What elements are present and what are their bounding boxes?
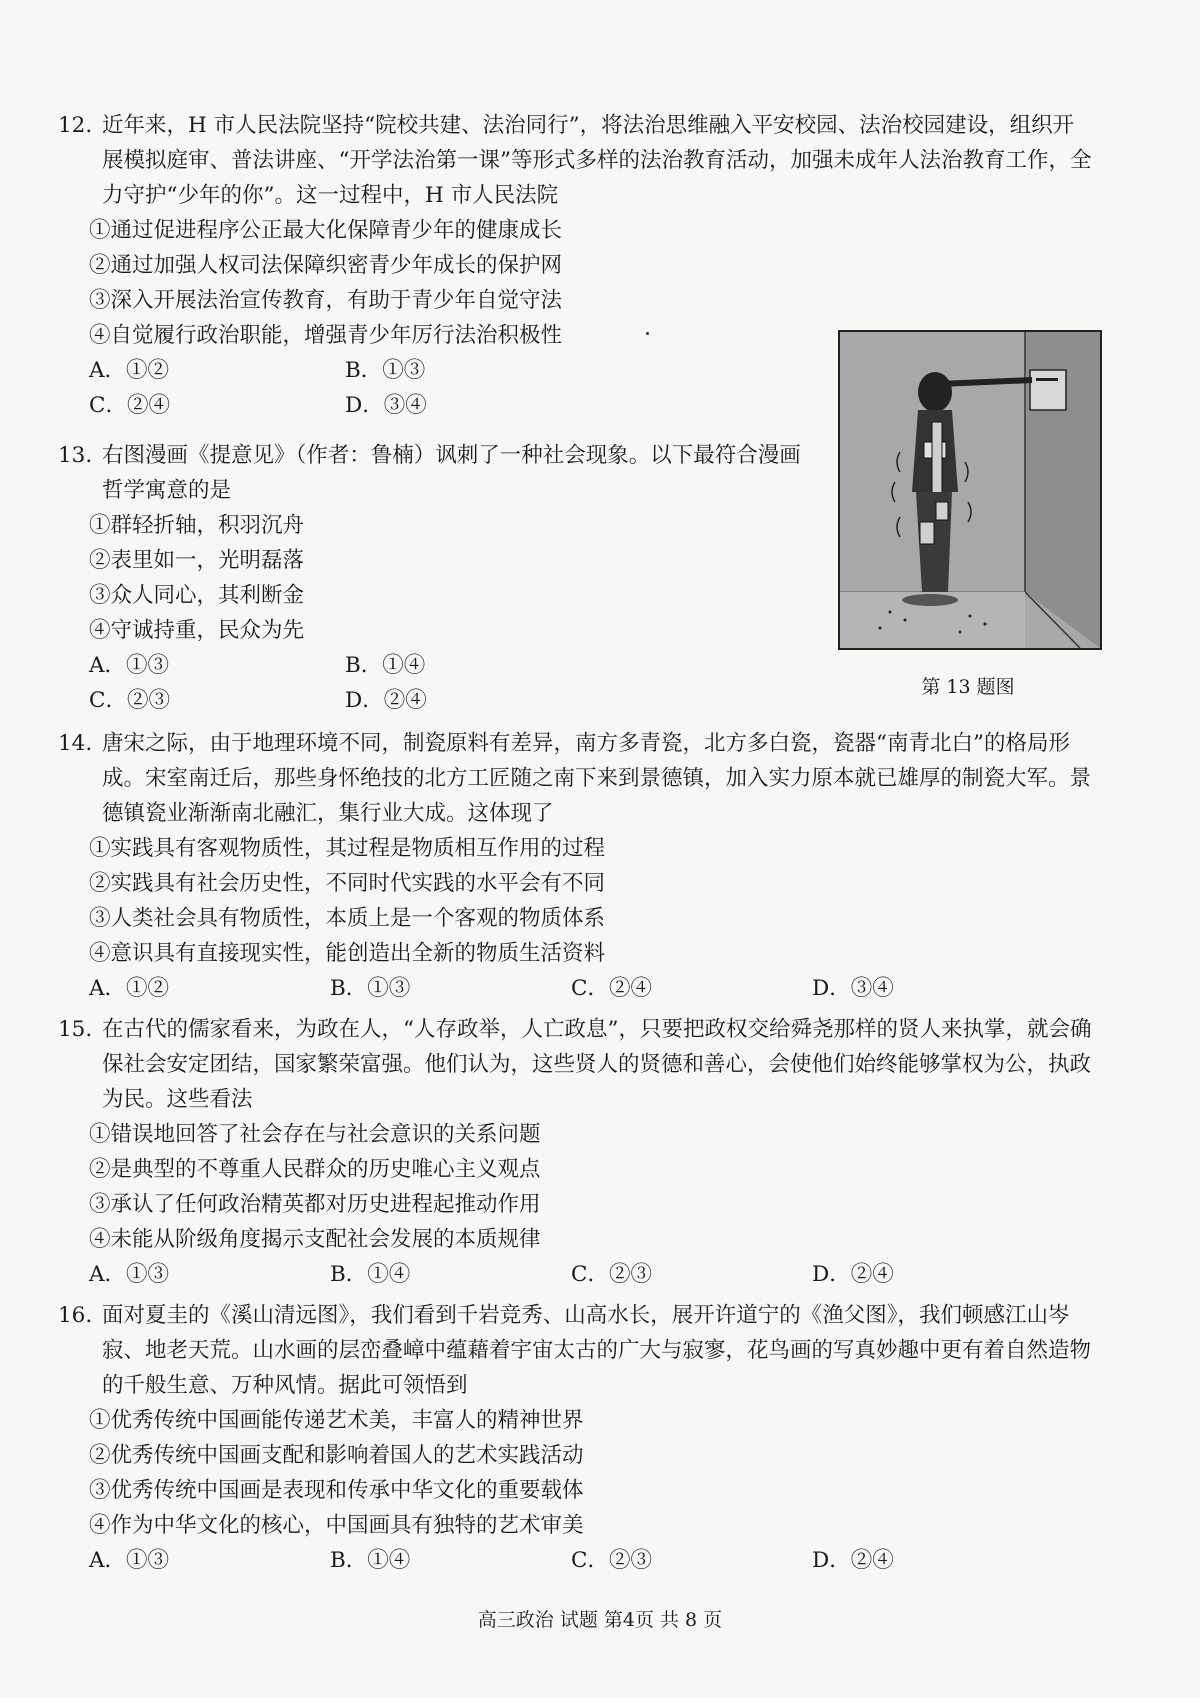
choice-d: D．③④ bbox=[345, 393, 427, 418]
statement-4: ④未能从阶级角度揭示支配社会发展的本质规律 bbox=[89, 1227, 541, 1252]
question-stem: 在古代的儒家看来，为政在人，“人存政举，人亡政息”，只要把政权交给舜尧那样的贤人来执掌，就会确保社会安定团结，国家繁荣富强。他们认为，这些贤人的贤德和善心，会使他们始终能够掌权为公，执政为民。这些看法 bbox=[102, 1017, 1092, 1112]
question-14 bbox=[58, 726, 1093, 1006]
choice-a: A．①② bbox=[89, 358, 170, 383]
statement-3: ③承认了任何政治精英都对历史进程起推动作用 bbox=[89, 1192, 541, 1217]
choice-d: D．②④ bbox=[812, 1548, 894, 1573]
answer-choices bbox=[89, 683, 818, 718]
choice-c: C．②③ bbox=[571, 1548, 652, 1573]
choice-d: D．②④ bbox=[345, 688, 427, 713]
choice-d: D．③④ bbox=[812, 976, 894, 1001]
statement-1: ①通过促进程序公正最大化保障青少年的健康成长 bbox=[89, 218, 563, 243]
choice-d: D．②④ bbox=[812, 1262, 894, 1287]
question-13 bbox=[58, 438, 818, 718]
choice-c: C．②④ bbox=[571, 976, 652, 1001]
question-number: 16. bbox=[58, 1303, 93, 1328]
choice-b: B．①③ bbox=[345, 358, 426, 383]
statement-4: ④守诚持重，民众为先 bbox=[89, 618, 305, 643]
choice-c: C．②④ bbox=[89, 393, 170, 418]
choice-c: C．②③ bbox=[89, 688, 170, 713]
answer-choices bbox=[89, 1257, 1093, 1292]
choice-a: A．①③ bbox=[89, 1262, 170, 1287]
statement-2: ②通过加强人权司法保障织密青少年成长的保护网 bbox=[89, 253, 563, 278]
cartoon-figure bbox=[838, 330, 1102, 650]
choice-b: B．①④ bbox=[330, 1548, 411, 1573]
question-15 bbox=[58, 1012, 1093, 1292]
question-number: 14. bbox=[58, 731, 93, 756]
question-number: 13. bbox=[58, 443, 93, 468]
choice-a: A．①③ bbox=[89, 1548, 170, 1573]
answer-choices bbox=[89, 1543, 1093, 1578]
statement-3: ③优秀传统中国画是表现和传承中华文化的重要载体 bbox=[89, 1478, 584, 1503]
statement-3: ③深入开展法治宣传教育，有助于青少年自觉守法 bbox=[89, 288, 563, 313]
speck bbox=[646, 332, 649, 335]
statement-4: ④意识具有直接现实性，能创造出全新的物质生活资料 bbox=[89, 941, 606, 966]
statement-1: ①错误地回答了社会存在与社会意识的关系问题 bbox=[89, 1122, 541, 1147]
figure-caption: 第 13 题图 bbox=[921, 676, 1015, 698]
statement-1: ①实践具有客观物质性，其过程是物质相互作用的过程 bbox=[89, 836, 606, 861]
question-stem: 近年来，H 市人民法院坚持“院校共建、法治同行”，将法治思维融入平安校园、法治校园建设，组织开展模拟庭审、普法讲座、“开学法治第一课”等形式多样的法治教育活动，加强未成年人法治教育工作，全力守护“少年的你”。这一过程中，H 市人民法院 bbox=[102, 113, 1092, 208]
statement-2: ②表里如一，光明磊落 bbox=[89, 548, 305, 573]
statement-4: ④自觉履行政治职能，增强青少年厉行法治积极性 bbox=[89, 323, 563, 348]
question-stem: 面对夏圭的《溪山清远图》，我们看到千岩竞秀、山高水长，展开许道宁的《渔父图》，我们顿感江山岑寂、地老天荒。山水画的层峦叠嶂中蕴藉着宇宙太古的广大与寂寥，花鸟画的写真妙趣中更有着自然造物的千般生意、万种风情。据此可领悟到 bbox=[102, 1303, 1092, 1398]
question-number: 12. bbox=[58, 113, 93, 138]
statement-3: ③人类社会具有物质性，本质上是一个客观的物质体系 bbox=[89, 906, 606, 931]
statement-2: ②实践具有社会历史性，不同时代实践的水平会有不同 bbox=[89, 871, 606, 896]
answer-choices bbox=[89, 648, 818, 683]
question-16 bbox=[58, 1298, 1093, 1578]
page-footer: 高三政治 试题 第4页 共 8 页 bbox=[477, 1609, 723, 1631]
answer-choices bbox=[89, 971, 1093, 1006]
statement-4: ④作为中华文化的核心，中国画具有独特的艺术审美 bbox=[89, 1513, 584, 1538]
choice-a: A．①② bbox=[89, 976, 170, 1001]
question-stem: 唐宋之际，由于地理环境不同，制瓷原料有差异，南方多青瓷，北方多白瓷，瓷器“南青北白”的格局形成。宋室南迁后，那些身怀绝技的北方工匠随之南下来到景德镇，加入实力原本就已雄厚的制瓷大军。景德镇瓷业渐渐南北融汇，集行业大成。这体现了 bbox=[102, 731, 1092, 826]
choice-b: B．①③ bbox=[330, 976, 411, 1001]
cartoon-illustration bbox=[840, 332, 1100, 648]
statement-1: ①优秀传统中国画能传递艺术美，丰富人的精神世界 bbox=[89, 1408, 584, 1433]
statement-2: ②优秀传统中国画支配和影响着国人的艺术实践活动 bbox=[89, 1443, 584, 1468]
statement-3: ③众人同心，其利断金 bbox=[89, 583, 305, 608]
statement-1: ①群轻折轴，积羽沉舟 bbox=[89, 513, 305, 538]
choice-b: B．①④ bbox=[330, 1262, 411, 1287]
choice-c: C．②③ bbox=[571, 1262, 652, 1287]
choice-a: A．①③ bbox=[89, 653, 170, 678]
question-stem: 右图漫画《提意见》（作者：鲁楠）讽刺了一种社会现象。以下最符合漫画哲学寓意的是 bbox=[102, 443, 801, 503]
question-number: 15. bbox=[58, 1017, 93, 1042]
statement-2: ②是典型的不尊重人民群众的历史唯心主义观点 bbox=[89, 1157, 541, 1182]
choice-b: B．①④ bbox=[345, 653, 426, 678]
